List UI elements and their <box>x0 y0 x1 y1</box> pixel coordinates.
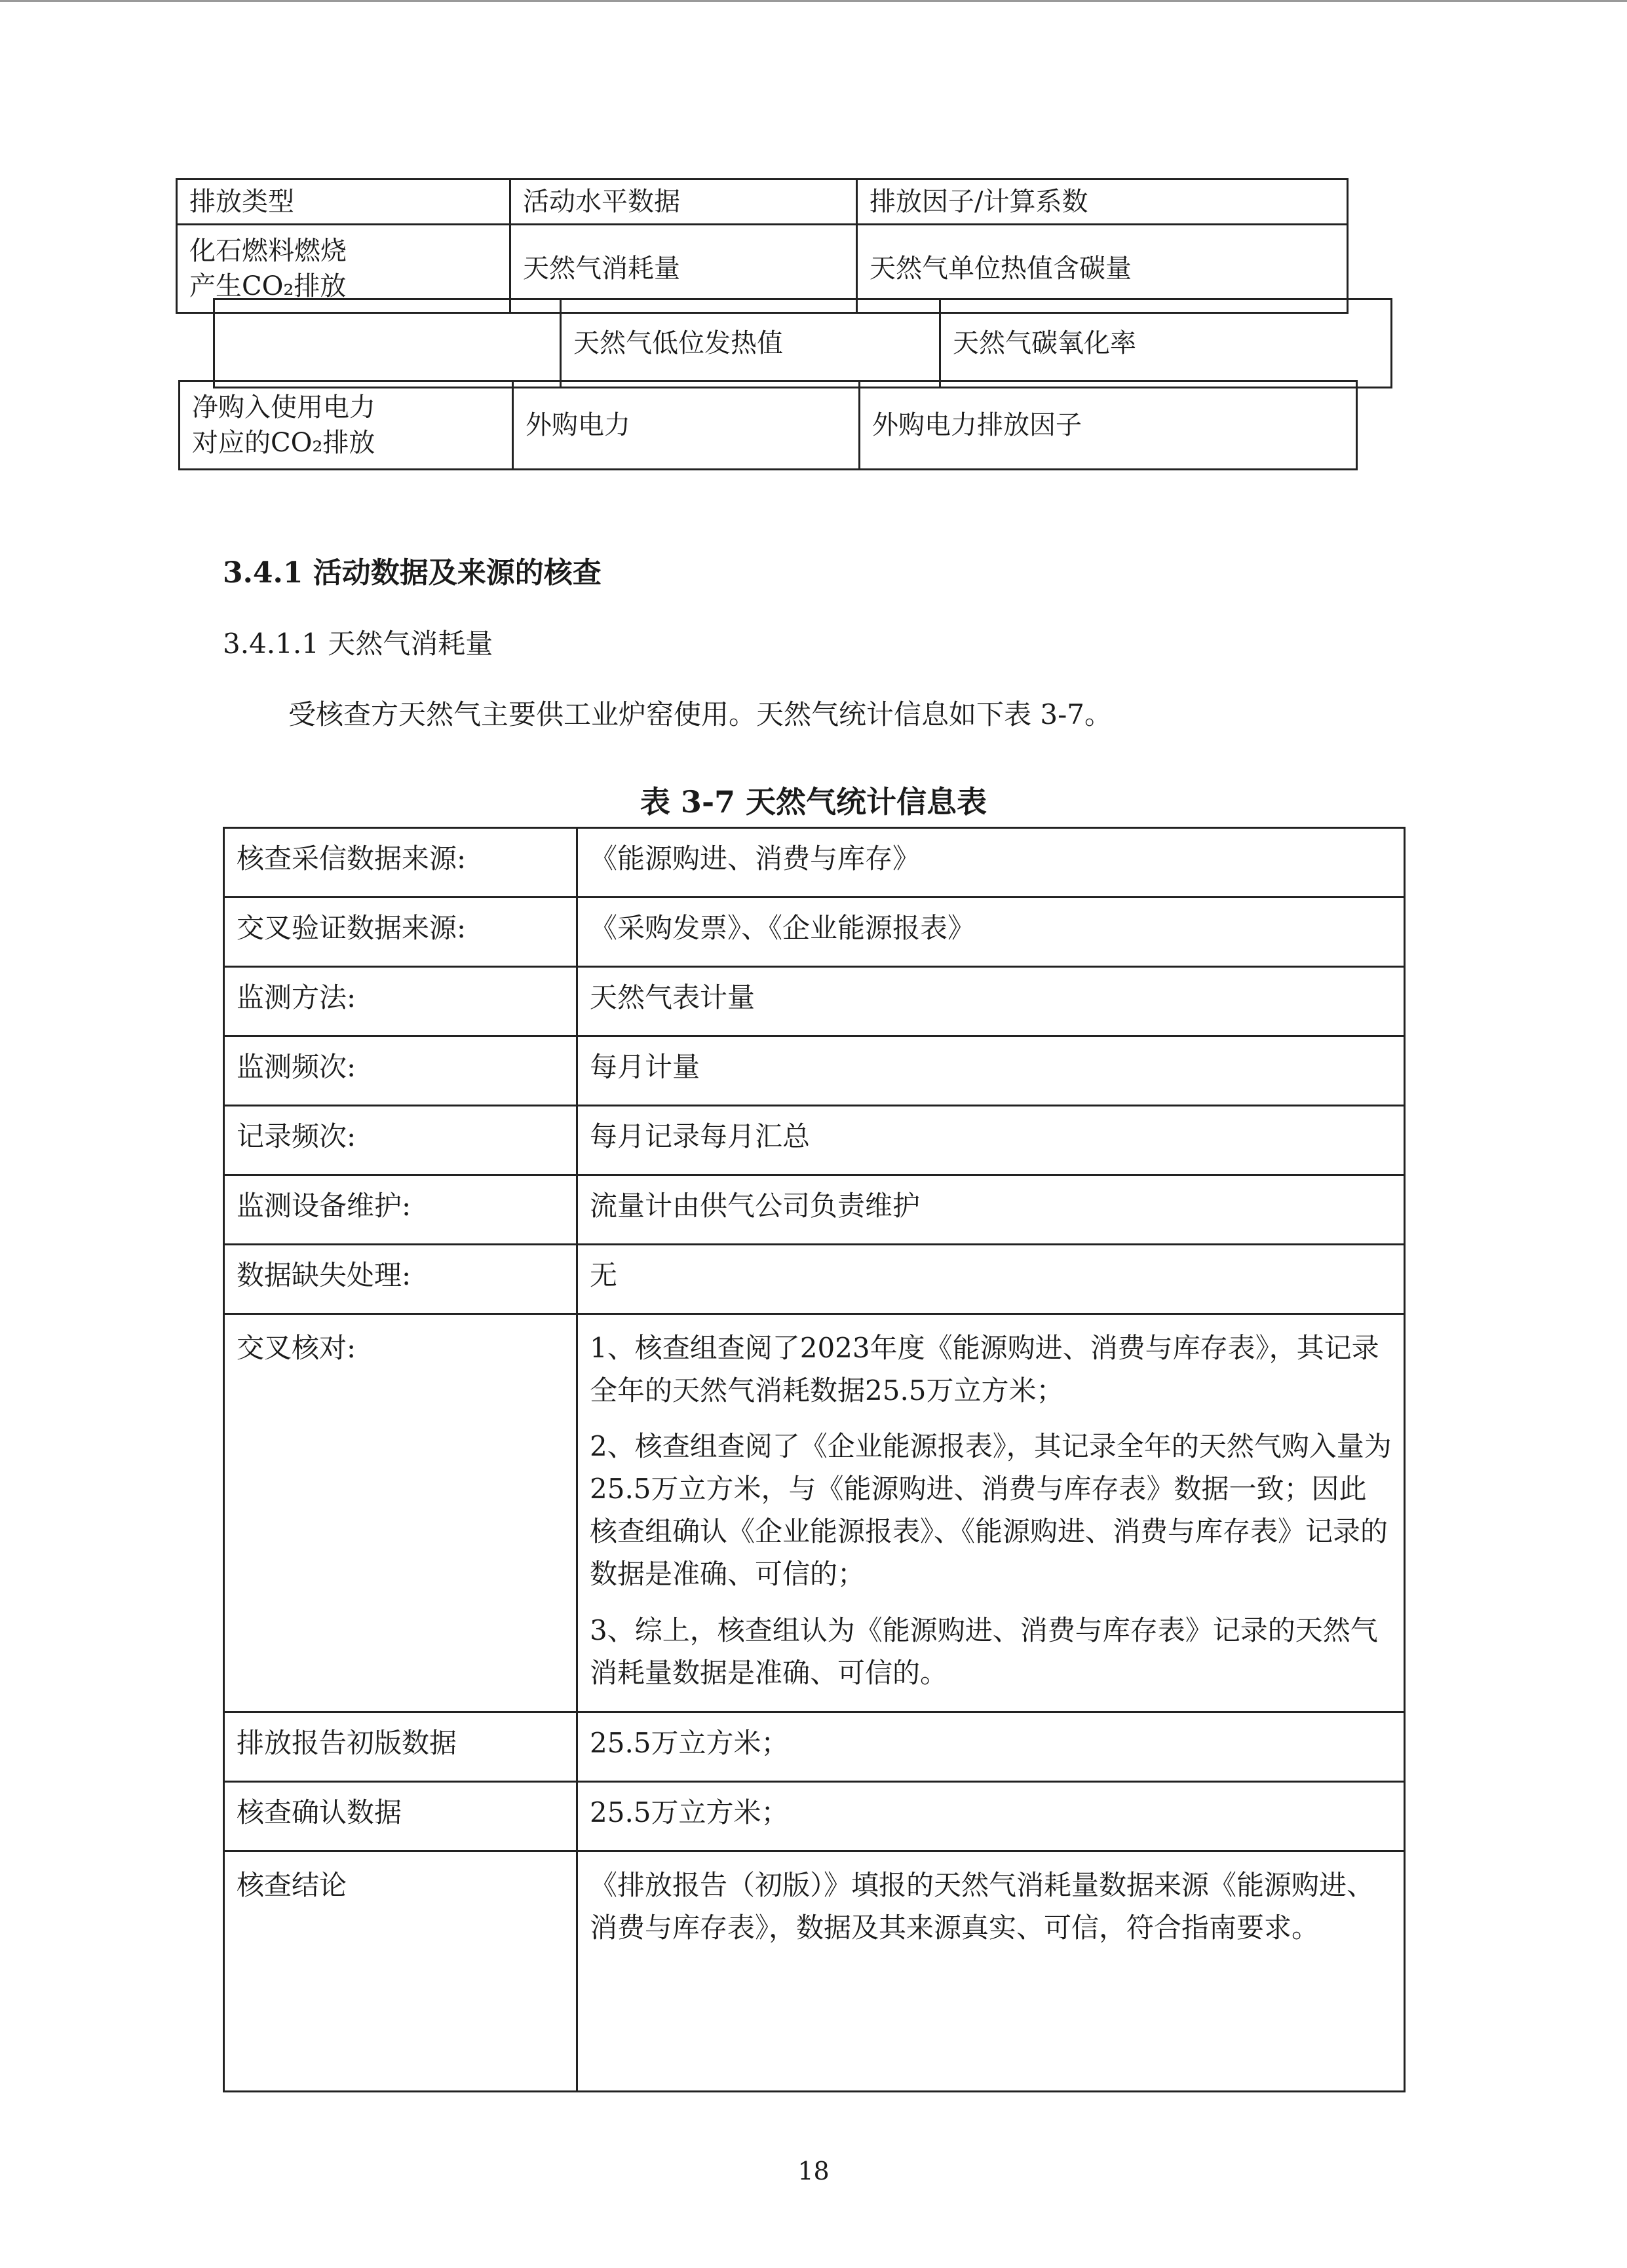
row-label: 监测方法: <box>224 967 577 1036</box>
table-row <box>224 1245 1405 1314</box>
cross-check-item-3: 3、综上，核查组认为《能源购进、消费与库存表》记录的天然气消耗量数据是准确、可信的。 <box>590 1614 1378 1689</box>
section-heading: 3.4.1 活动数据及来源的核查 <box>223 556 602 590</box>
cross-check-item-2: 2、核查组查阅了《企业能源报表》，其记录全年的天然气购入量为25.5万立方米，与《能源购进、消费与库存表》数据一致；因此核查组确认《企业能源报表》、《能源购进、消费与库存表》记录的数据是准确、可信的； <box>590 1430 1392 1591</box>
row-value: 无 <box>577 1245 1405 1314</box>
table-cell: 天然气低位发热值 <box>561 299 940 388</box>
row-value: 《排放报告（初版）》填报的天然气消耗量数据来源《能源购进、消费与库存表》，数据及其来源真实、可信，符合指南要求。 <box>577 1851 1405 2091</box>
table-row <box>214 299 1392 388</box>
page-top-edge <box>0 0 1627 2</box>
intro-paragraph: 受核查方天然气主要供工业炉窑使用。天然气统计信息如下表 3-7。 <box>288 698 1112 730</box>
row-value: 25.5万立方米； <box>577 1712 1405 1781</box>
table-caption: 表 3-7 天然气统计信息表 <box>640 784 987 820</box>
table-cell: 排放因子/计算系数 <box>857 180 1348 225</box>
gas-statistics-table <box>223 827 1406 2092</box>
row-value: 《能源购进、消费与库存》 <box>577 828 1405 898</box>
table-cell: 天然气碳氧化率 <box>940 299 1392 388</box>
row-value: 25.5万立方米； <box>577 1781 1405 1851</box>
row-label: 监测频次: <box>224 1036 577 1106</box>
row-value: 每月记录每月汇总 <box>577 1106 1405 1175</box>
row-value: 天然气表计量 <box>577 967 1405 1036</box>
subsection-heading: 3.4.1.1 天然气消耗量 <box>223 628 493 660</box>
row-label: 交叉验证数据来源: <box>224 898 577 967</box>
table-cell: 天然气消耗量 <box>510 225 857 313</box>
emission-source-table-electricity <box>178 380 1358 470</box>
row-value <box>577 1314 1405 1712</box>
table-row <box>224 1036 1405 1106</box>
row-label: 交叉核对: <box>224 1314 577 1712</box>
cross-check-item-1: 1、核查组查阅了2023年度《能源购进、消费与库存表》，其记录全年的天然气消耗数据25.5万立方米； <box>590 1332 1379 1407</box>
table-row <box>224 1851 1405 2091</box>
row-label: 监测设备维护: <box>224 1175 577 1245</box>
row-label: 核查确认数据 <box>224 1781 577 1851</box>
table-row <box>224 898 1405 967</box>
row-label: 核查结论 <box>224 1851 577 2091</box>
table-row <box>224 1106 1405 1175</box>
row-label: 核查采信数据来源: <box>224 828 577 898</box>
row-label: 记录频次: <box>224 1106 577 1175</box>
table-cell: 净购入使用电力 对应的CO₂排放 <box>180 381 513 470</box>
page-number: 18 <box>797 2157 830 2185</box>
table-cell: 外购电力排放因子 <box>860 381 1357 470</box>
table-cell: 外购电力 <box>513 381 860 470</box>
table-cell: 天然气单位热值含碳量 <box>857 225 1348 313</box>
row-value: 每月计量 <box>577 1036 1405 1106</box>
table-row <box>224 1175 1405 1245</box>
table-row <box>224 967 1405 1036</box>
table-row-cross-check <box>224 1314 1405 1712</box>
table-row <box>224 1781 1405 1851</box>
row-value: 《采购发票》、《企业能源报表》 <box>577 898 1405 967</box>
table-row <box>180 381 1357 470</box>
row-label: 数据缺失处理: <box>224 1245 577 1314</box>
row-value: 流量计由供气公司负责维护 <box>577 1175 1405 1245</box>
emission-source-table-continued <box>213 298 1392 388</box>
table-row <box>224 828 1405 898</box>
table-cell: 排放类型 <box>177 180 510 225</box>
emission-source-table <box>176 178 1349 314</box>
row-label: 排放报告初版数据 <box>224 1712 577 1781</box>
table-row <box>177 180 1348 225</box>
table-cell: 化石燃料燃烧 产生CO₂排放 <box>177 225 510 313</box>
table-cell: 活动水平数据 <box>510 180 857 225</box>
table-row <box>224 1712 1405 1781</box>
table-cell <box>214 299 561 388</box>
